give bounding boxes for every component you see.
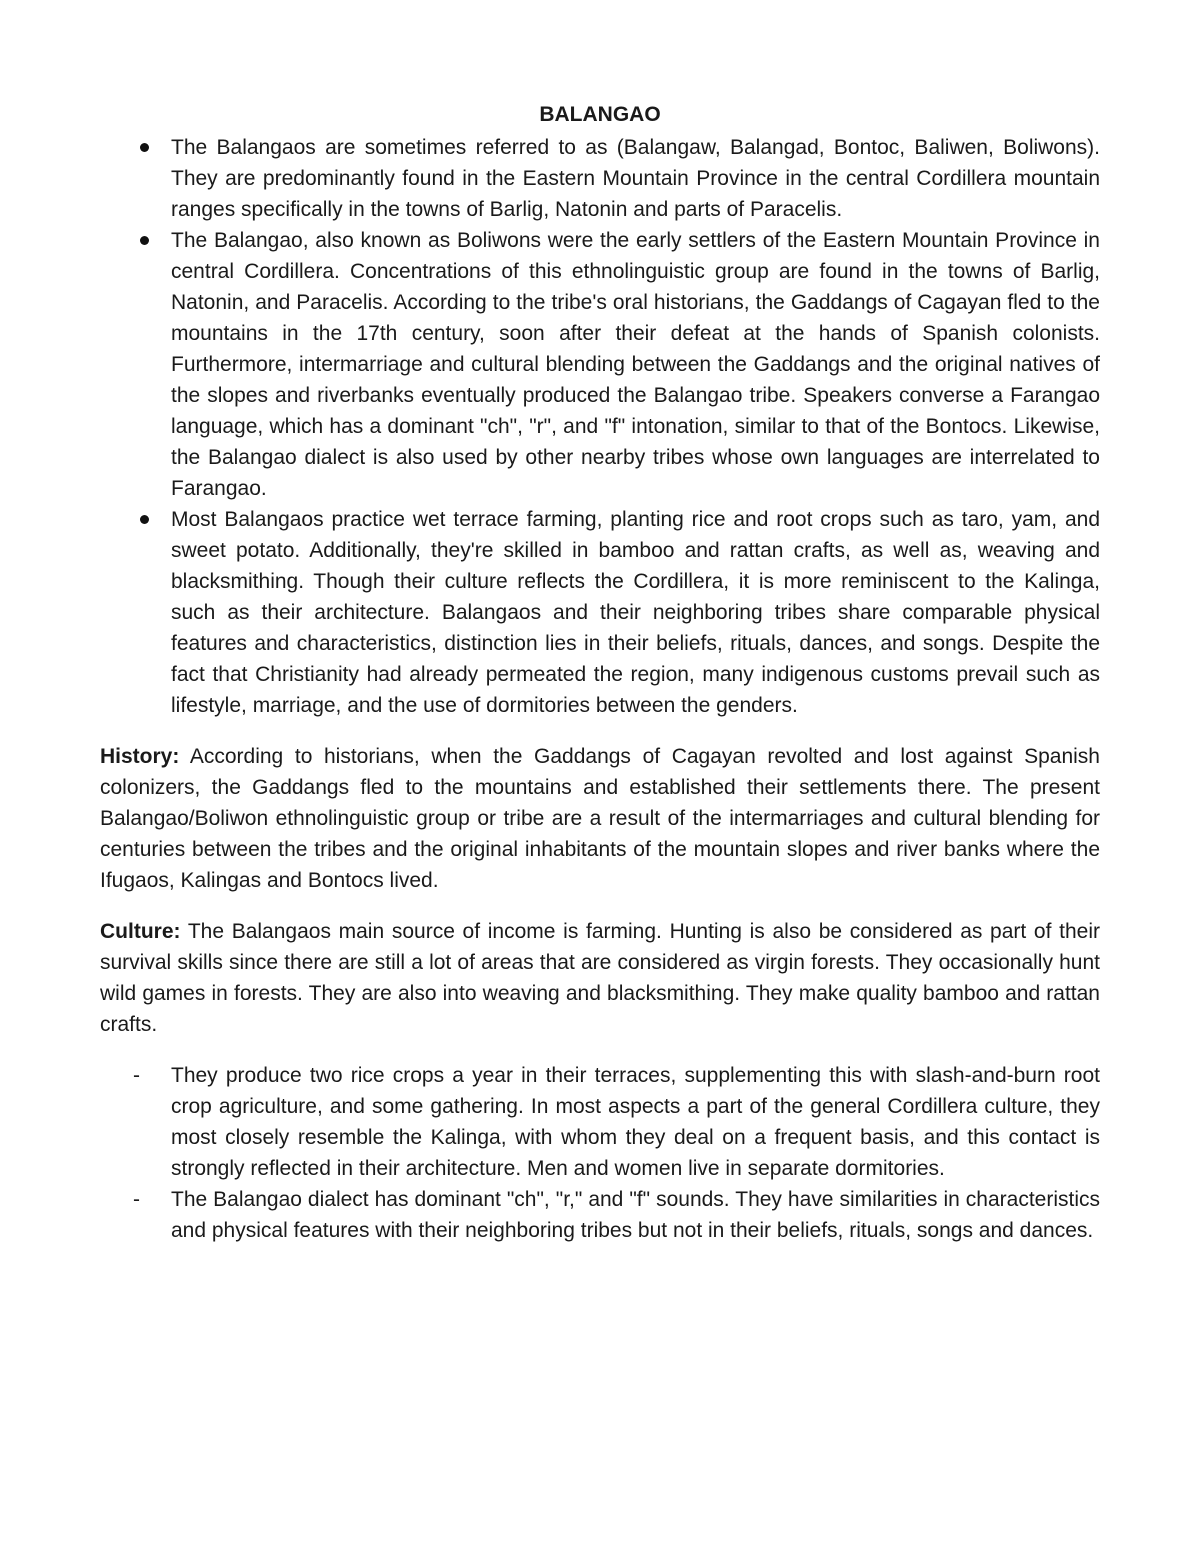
culture-text: The Balangaos main source of income is farming. Hunting is also be considered as part of their survival skills since there are still a lot of areas that are considered as virgin forests. They occasionally hunt wild games in forests. They are also into weaving and blacksmithing. They make quality bamboo and rattan crafts. <box>100 920 1100 1036</box>
culture-label: Culture: <box>100 920 181 943</box>
bullet-icon <box>140 515 149 524</box>
bullet-item <box>100 225 1100 504</box>
dash-text: They produce two rice crops a year in their terraces, supplementing this with slash-and-burn root crop agriculture, and some gathering. In most aspects a part of the general Cordillera culture, they most closely resemble the Kalinga, with whom they deal on a frequent basis, and this contact is strongly reflected in their architecture. Men and women live in separate dormitories. <box>171 1064 1100 1180</box>
bullet-item <box>100 132 1100 225</box>
bullet-item <box>100 504 1100 721</box>
bullet-text: The Balangaos are sometimes referred to as (Balangaw, Balangad, Bontoc, Baliwen, Boliwons). They are predominantly found in the Eastern Mountain Province in the central Cordillera mountain ranges specifically in the towns of Barlig, Natonin and parts of Paracelis. <box>171 136 1100 221</box>
dash-item <box>100 1184 1100 1246</box>
dash-marker: - <box>133 1188 140 1211</box>
document-page <box>100 99 1100 1246</box>
culture-paragraph <box>100 916 1100 1040</box>
bullet-icon <box>140 143 149 152</box>
dash-text: The Balangao dialect has dominant "ch", "r," and "f" sounds. They have similarities in characteristics and physical features with their neighboring tribes but not in their beliefs, rituals, songs and dances. <box>171 1188 1100 1242</box>
dash-list <box>100 1060 1100 1246</box>
dash-marker: - <box>133 1064 140 1087</box>
dash-item <box>100 1060 1100 1184</box>
document-title: BALANGAO <box>539 103 661 126</box>
history-text: According to historians, when the Gaddangs of Cagayan revolted and lost against Spanish colonizers, the Gaddangs fled to the mountains and established their settlements there. The present Balangao/Boliwon ethnolinguistic group or tribe are a result of the intermarriages and cultural blending for centuries between the tribes and the original inhabitants of the mountain slopes and river banks where the Ifugaos, Kalingas and Bontocs lived. <box>100 745 1100 892</box>
bullet-list <box>100 132 1100 721</box>
bullet-icon <box>140 236 149 245</box>
history-label: History: <box>100 745 180 768</box>
bullet-text: Most Balangaos practice wet terrace farming, planting rice and root crops such as taro, yam, and sweet potato. Additionally, they're skilled in bamboo and rattan crafts, as well as, weaving and blacksmithing. Though their culture reflects the Cordillera, it is more reminiscent to the Kalinga, such as their architecture. Balangaos and their neighboring tribes share comparable physical features and characteristics, distinction lies in their beliefs, rituals, dances, and songs. Despite the fact that Christianity had already permeated the region, many indigenous customs prevail such as lifestyle, marriage, and the use of dormitories between the genders. <box>171 508 1100 717</box>
bullet-text: The Balangao, also known as Boliwons were the early settlers of the Eastern Mountain Province in central Cordillera. Concentrations of this ethnolinguistic group are found in the towns of Barlig, Natonin, and Paracelis. According to the tribe's oral historians, the Gaddangs of Cagayan fled to the mountains in the 17th century, soon after their defeat at the hands of Spanish colonists. Furthermore, intermarriage and cultural blending between the Gaddangs and the original natives of the slopes and riverbanks eventually produced the Balangao tribe. Speakers converse a Farangao language, which has a dominant "ch", "r", and "f" intonation, similar to that of the Bontocs. Likewise, the Balangao dialect is also used by other nearby tribes whose own languages are interrelated to Farangao. <box>171 229 1100 500</box>
history-paragraph <box>100 741 1100 896</box>
